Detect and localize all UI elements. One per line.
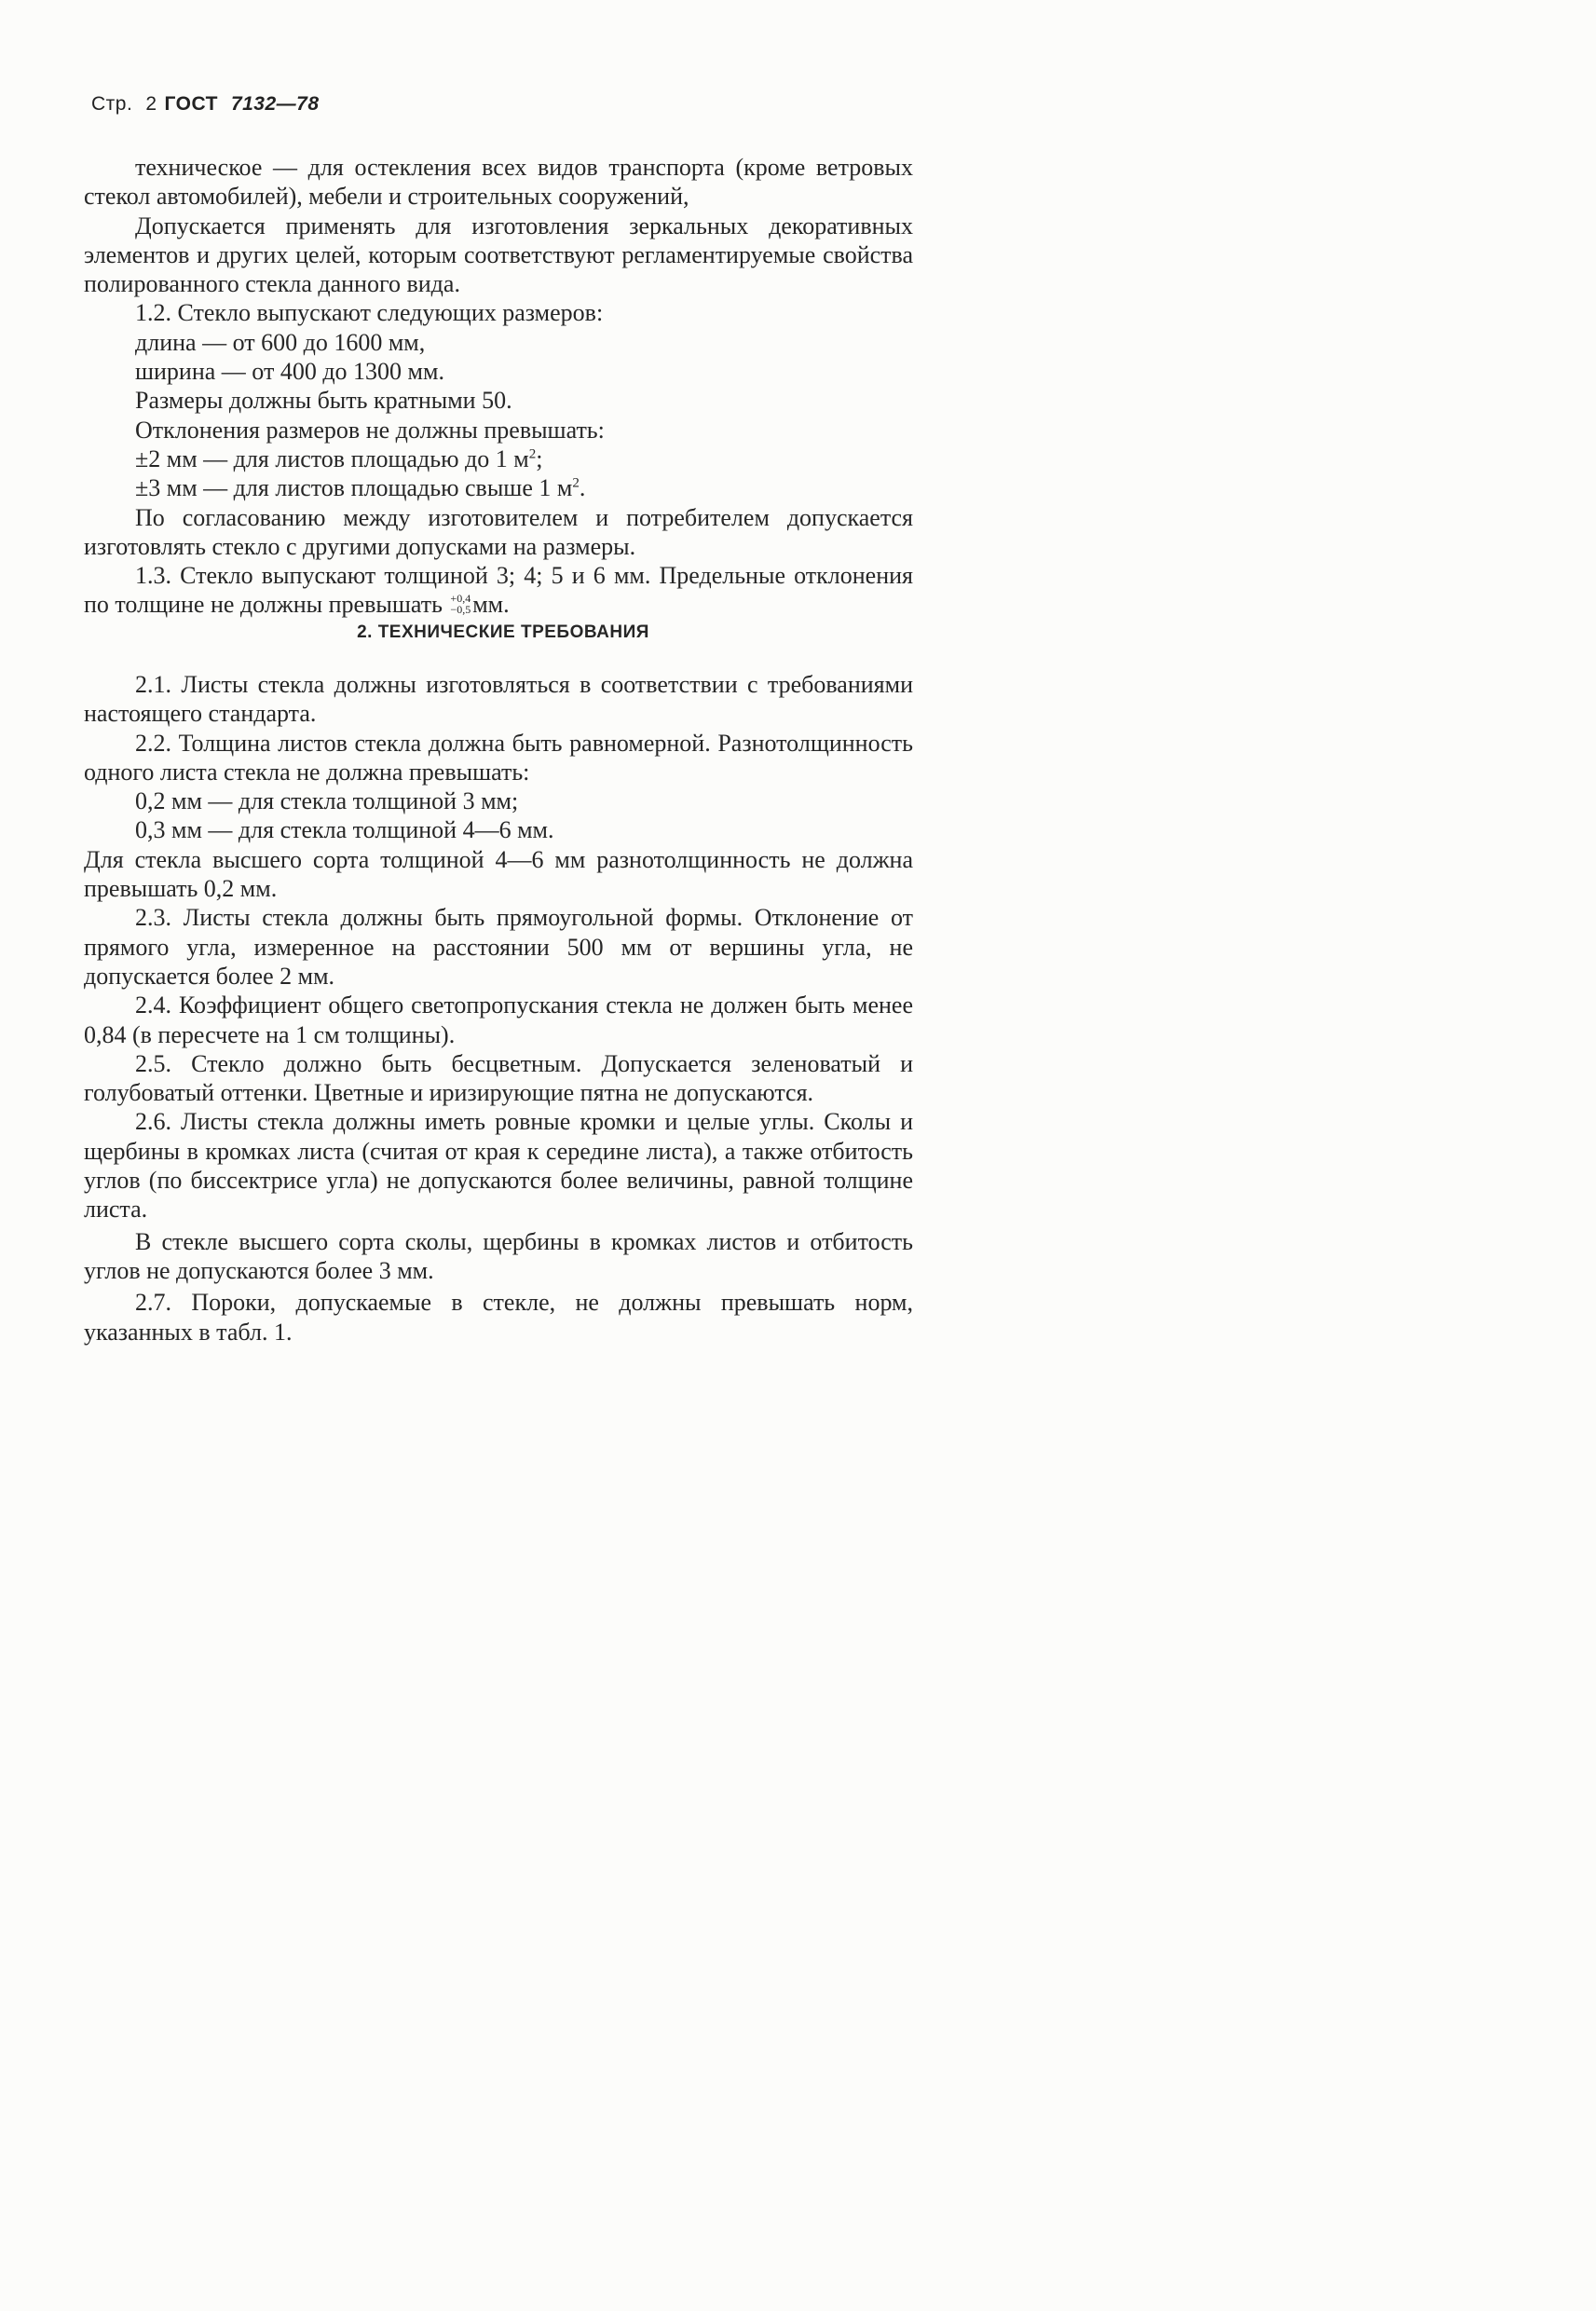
- deviation-large-sheets: ±3 мм — для листов площадью свыше 1 $м^2$.: [135, 474, 586, 502]
- thickness-4-6mm: 0,3 мм — для стекла толщиной 4—6 мм.: [135, 816, 554, 844]
- standard-name: ГОСТ: [164, 93, 218, 115]
- paragraph-agreement: По согласованию между изготовителем и потребителем допускается изготовлять стекло с другими допусками на размеры.: [84, 503, 913, 560]
- standard-number: 7132—78: [230, 93, 320, 115]
- page-label: Стр.: [91, 93, 133, 115]
- paragraph-2-2-premium: Для стекла высшего сорта толщиной 4—6 мм разнотолщинность не должна превышать 0,2 мм.: [84, 845, 913, 903]
- paragraph-2-4: 2.4. Коэффициент общего светопропускания стекла не должен быть менее 0,84 (в пересчете на 1 см толщины).: [84, 991, 913, 1048]
- page-number: 2: [145, 93, 157, 115]
- section-2-heading: 2. ТЕХНИЧЕСКИЕ ТРЕБОВАНИЯ: [357, 622, 649, 642]
- section-2-text: [84, 670, 913, 1347]
- paragraph-1-2: 1.2. Стекло выпускают следующих размеров:: [135, 299, 604, 327]
- paragraph-technical: техническое — для остекления всех видов транспорта (кроме ветровых стекол автомобилей), мебели и строительных сооружений,: [84, 154, 913, 211]
- paragraph-2-6-premium: В стекле высшего сорта сколы, щербины в кромках листов и отбитость углов не допускаются более 3 мм.: [84, 1227, 913, 1284]
- thickness-3mm: 0,2 мм — для стекла толщиной 3 мм;: [135, 787, 519, 815]
- paragraph-2-2: 2.2. Толщина листов стекла должна быть равномерной. Разнотолщинность одного листа стекла не должна превышать:: [84, 729, 913, 786]
- deviation-small-sheets: ±2 мм — для листов площадью до 1 $м^2$;: [135, 444, 543, 472]
- paragraph-1-3: 1.3. Стекло выпускают толщиной 3; 4; 5 и 6 мм. Предельные отклонения по толщине не должны превышать +0,4 −0,5 мм.: [84, 562, 913, 619]
- paragraph-2-6: 2.6. Листы стекла должны иметь ровные кромки и целые углы. Сколы и щербины в кромках листа (считая от края к середине листа), а также отбитость углов (по биссектрисе угла) не допускаются более величины, равной толщине листа.: [84, 1108, 913, 1224]
- paragraph-2-1: 2.1. Листы стекла должны изготовляться в соответствии с требованиями настоящего стандарта.: [84, 671, 913, 728]
- paragraph-2-7: 2.7. Пороки, допускаемые в стекле, не должны превышать норм, указанных в табл. 1.: [84, 1289, 913, 1346]
- thickness-tolerance: +0,4 −0,5: [450, 592, 471, 617]
- deviations-intro: Отклонения размеров не должны превышать:: [135, 416, 605, 444]
- page-header: [91, 93, 320, 116]
- paragraph-2-3: 2.3. Листы стекла должны быть прямоугольной формы. Отклонение от прямого угла, измеренное на расстоянии 500 мм от вершины угла, не допускается более 2 мм.: [84, 904, 913, 990]
- section-1-text: [84, 153, 913, 620]
- size-width: ширина — от 400 до 1300 мм.: [135, 358, 444, 386]
- size-length: длина — от 600 до 1600 мм,: [135, 328, 426, 356]
- paragraph-2-5: 2.5. Стекло должно быть бесцветным. Допускается зеленоватый и голубоватый оттенки. Цветные и иризирующие пятна не допускаются.: [84, 1049, 913, 1107]
- paragraph-allowed-use: Допускается применять для изготовления зеркальных декоративных элементов и других целей, которым соответствуют регламентируемые свойства полированного стекла данного вида.: [84, 212, 913, 298]
- size-multiple: Размеры должны быть кратными 50.: [135, 387, 512, 415]
